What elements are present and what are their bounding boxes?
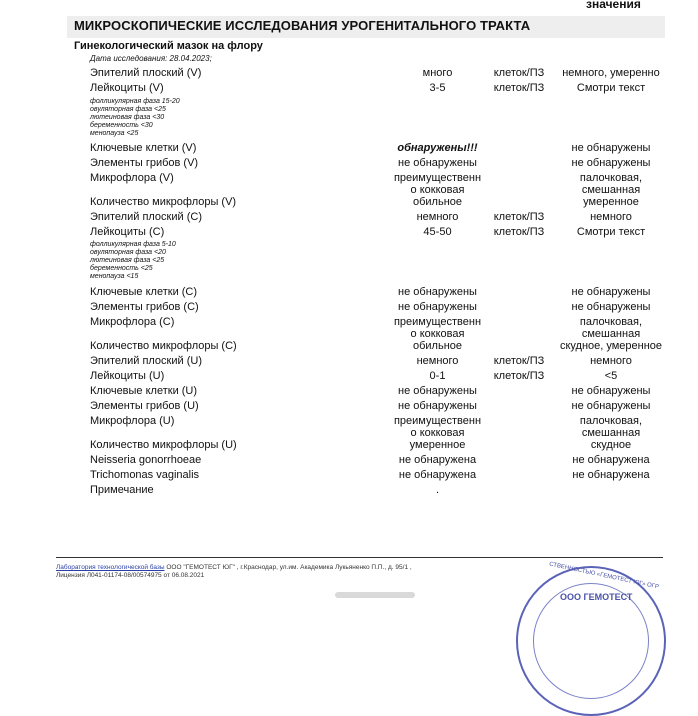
result-reference: немного, умеренно (562, 67, 660, 79)
result-value: обильное (412, 340, 463, 352)
result-reference: не обнаружена (572, 469, 650, 481)
result-name: Элементы грибов (C) (90, 301, 199, 313)
result-unit: клеток/ПЗ (493, 67, 545, 79)
study-date: Дата исследования: 28.04.2023; (90, 54, 212, 63)
reference-notes (90, 241, 176, 281)
result-name: Эпителий плоский (V) (90, 67, 202, 79)
result-value: преимущественн о кокковая (393, 172, 482, 196)
result-reference: палочковая, смешанная (579, 172, 643, 196)
result-value: не обнаружены (398, 400, 477, 412)
result-value: не обнаружена (398, 454, 477, 466)
result-name: Микрофлора (U) (90, 415, 175, 427)
reference-note-line: овуляторная фаза <20 (90, 249, 166, 256)
result-value: обнаружены!!! (397, 142, 478, 154)
result-name: Микрофлора (V) (90, 172, 174, 184)
result-value: преимущественн о кокковая (393, 415, 482, 439)
result-value: умеренное (409, 439, 466, 451)
result-value: не обнаружены (398, 286, 477, 298)
seal-ring-text: СТВЕННОСТЬЮ «ГЕМОТЕСТ ЮГ» ОГР (548, 561, 660, 591)
result-name: Примечание (90, 484, 154, 496)
result-reference: не обнаружены (571, 400, 651, 412)
result-name: Лейкоциты (U) (90, 370, 165, 382)
result-name: Элементы грибов (V) (90, 157, 199, 169)
lab-address: ООО "ГЕМОТЕСТ ЮГ" , г.Краснодар, ул.им. Академика Лукьяненко П.П., д. 95/1 , (164, 564, 412, 571)
result-reference: не обнаружены (571, 301, 651, 313)
reference-notes (90, 98, 180, 138)
result-reference: <5 (604, 370, 618, 382)
result-value: . (435, 484, 440, 496)
result-value: преимущественн о кокковая (393, 316, 482, 340)
scan-smudge (335, 592, 415, 598)
reference-note-line: овуляторная фаза <25 (90, 106, 166, 113)
result-reference: палочковая, смешанная (579, 316, 643, 340)
result-reference: не обнаружены (571, 385, 651, 397)
reference-note-line: менопауза <15 (90, 273, 139, 280)
section-title: МИКРОСКОПИЧЕСКИЕ ИССЛЕДОВАНИЯ УРОГЕНИТАЛЬНОГО ТРАКТА (74, 18, 531, 33)
result-value: обильное (412, 196, 463, 208)
result-reference: не обнаружены (571, 286, 651, 298)
result-name: Neisseria gonorrhoeae (90, 454, 202, 466)
result-value: немного (416, 355, 459, 367)
result-name: Количество микрофлоры (C) (90, 340, 237, 352)
subsection-title: Гинекологический мазок на флору (74, 40, 263, 52)
result-reference: не обнаружена (572, 454, 650, 466)
result-name: Эпителий плоский (C) (90, 211, 202, 223)
result-value: 3-5 (429, 82, 446, 94)
result-name: Эпителий плоский (U) (90, 355, 202, 367)
result-value: немного (416, 211, 459, 223)
result-name: Ключевые клетки (V) (90, 142, 197, 154)
result-name: Ключевые клетки (U) (90, 385, 198, 397)
result-reference: не обнаружены (571, 157, 651, 169)
reference-note-line: фолликулярная фаза 15-20 (90, 98, 180, 105)
result-reference: палочковая, смешанная (579, 415, 643, 439)
result-name: Элементы грибов (U) (90, 400, 199, 412)
result-unit: клеток/ПЗ (493, 211, 545, 223)
corner-column-label: значения (586, 0, 641, 11)
reference-note-line: лютеиновая фаза <25 (90, 257, 165, 264)
result-name: Лейкоциты (V) (90, 82, 164, 94)
result-reference: скудное, умеренное (559, 340, 663, 352)
result-name: Лейкоциты (C) (90, 226, 165, 238)
reference-note-line: лютеиновая фаза <30 (90, 114, 165, 121)
result-value: много (422, 67, 453, 79)
reference-note-line: беременность <30 (90, 122, 153, 129)
seal-center-text: ООО ГЕМОТЕСТ (560, 592, 633, 602)
result-reference: немного (590, 211, 632, 223)
result-name: Количество микрофлоры (U) (90, 439, 237, 451)
result-value: не обнаружены (398, 301, 477, 313)
result-name: Ключевые клетки (C) (90, 286, 198, 298)
result-value: 0-1 (429, 370, 446, 382)
result-name: Количество микрофлоры (V) (90, 196, 237, 208)
reference-note-line: менопауза <25 (90, 130, 139, 137)
result-reference: умеренное (583, 196, 639, 208)
result-reference: скудное (590, 439, 632, 451)
result-value: не обнаружены (398, 385, 477, 397)
result-reference: Смотри текст (576, 226, 646, 238)
result-unit: клеток/ПЗ (493, 370, 545, 382)
result-value: 45-50 (423, 226, 452, 238)
reference-note-line: беременность <25 (90, 265, 153, 272)
footer (56, 564, 412, 580)
result-name: Микрофлора (C) (90, 316, 175, 328)
result-reference: немного (590, 355, 632, 367)
result-unit: клеток/ПЗ (493, 226, 545, 238)
result-unit: клеток/ПЗ (493, 355, 545, 367)
license-text: Лицензия Л041-01174-08/00574975 от 06.08.2021 (56, 572, 205, 579)
result-reference: Смотри текст (576, 82, 646, 94)
result-reference: не обнаружены (571, 142, 651, 154)
result-unit: клеток/ПЗ (493, 82, 545, 94)
result-value: не обнаружена (398, 469, 477, 481)
result-value: не обнаружены (398, 157, 477, 169)
footer-divider (56, 557, 663, 558)
result-name: Trichomonas vaginalis (90, 469, 200, 481)
reference-note-line: фолликулярная фаза 5-10 (90, 241, 176, 248)
lab-link[interactable]: Лаборатория технологической базы (56, 564, 165, 571)
